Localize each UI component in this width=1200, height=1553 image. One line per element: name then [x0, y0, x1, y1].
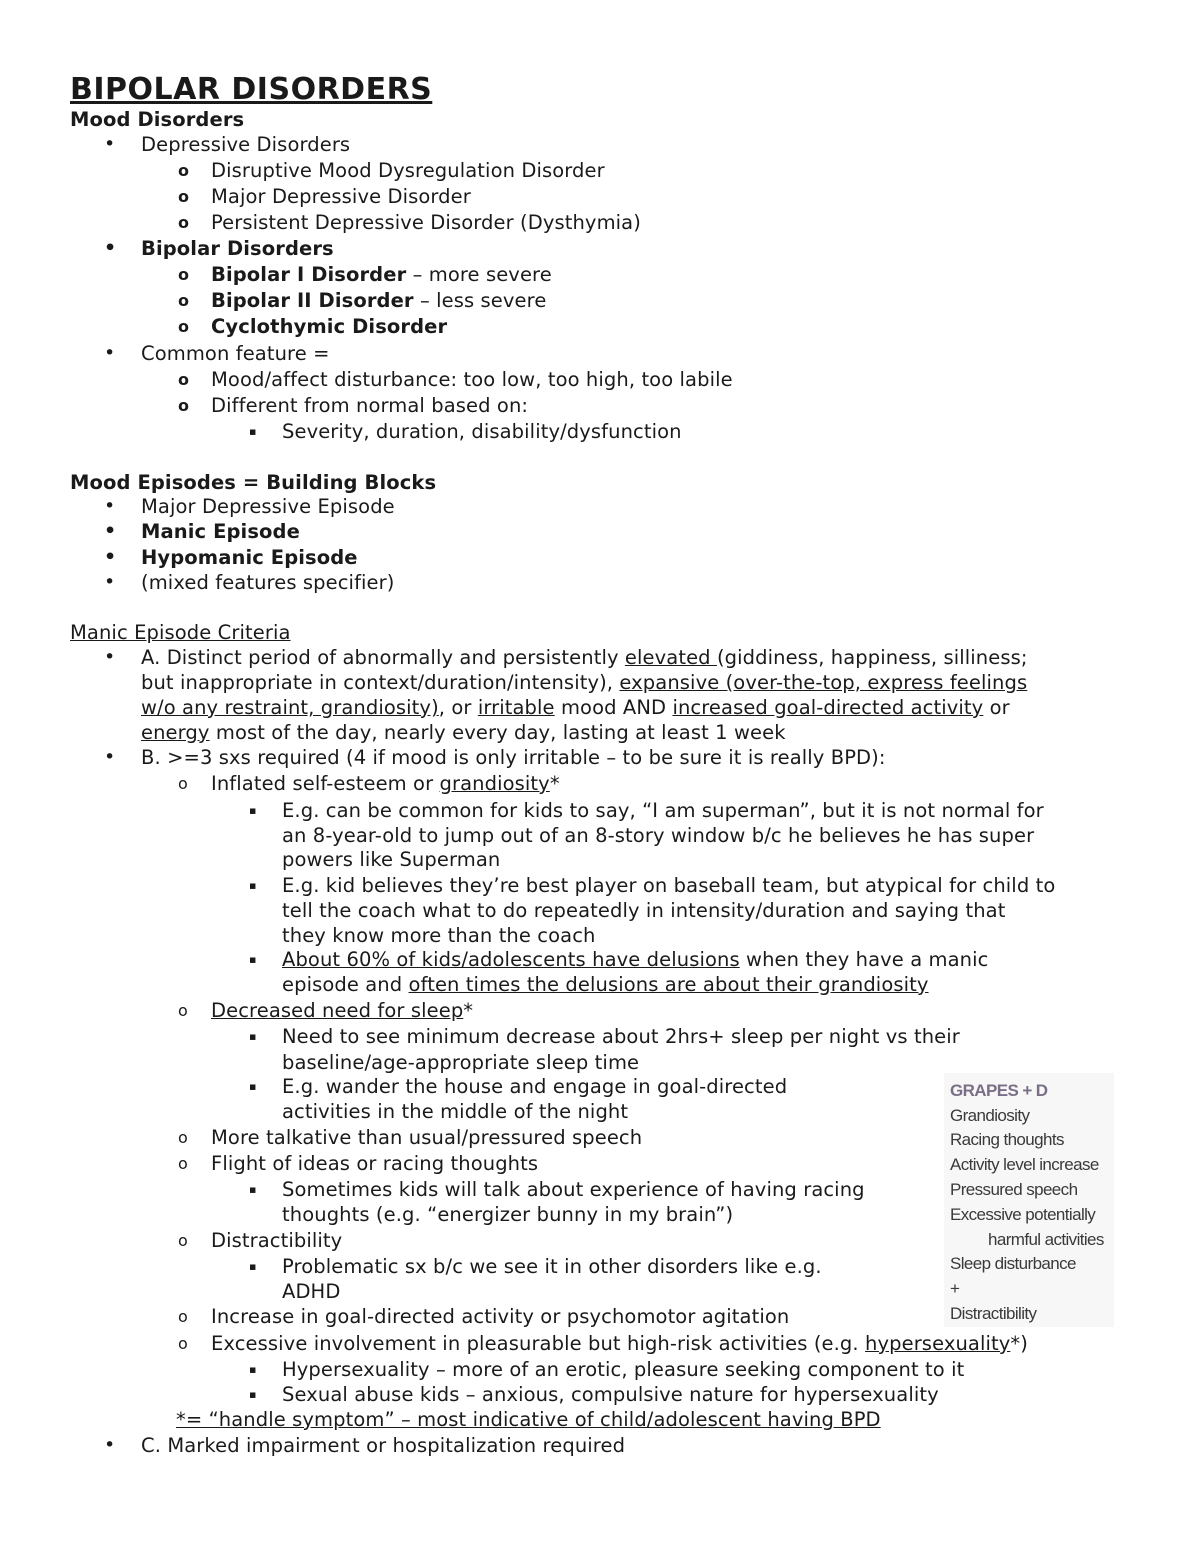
text: or [983, 696, 1010, 719]
text: episode and [282, 973, 409, 996]
criterion-a-line [141, 645, 1028, 670]
grapes-item: Distractibility [950, 1304, 1037, 1323]
circle-marker: o [178, 396, 189, 415]
underlined-text: often times the delusions are about their grandiosity [408, 973, 929, 996]
list-item: Common feature = [141, 342, 330, 365]
text: *) [1010, 1332, 1028, 1355]
circle-marker: o [178, 161, 189, 180]
list-item: Sometimes kids will talk about experience of having racing [282, 1178, 865, 1201]
criterion-a-line [141, 695, 1010, 720]
list-item-continued: baseline/age-appropriate sleep time [282, 1051, 640, 1074]
text: most of the day, nearly every day, lasting at least 1 week [209, 721, 786, 744]
square-marker: ▪ [249, 879, 257, 892]
text: A. Distinct period of abnormally and persistently [141, 646, 625, 669]
criterion-a-line [141, 720, 786, 745]
criterion-b: B. >=3 sxs required (4 if mood is only irritable – to be sure it is really BPD): [141, 746, 886, 769]
grapes-item: Excessive potentially [950, 1205, 1096, 1224]
bullet-marker: • [104, 646, 116, 668]
list-item-continued: activities in the middle of the night [282, 1100, 629, 1123]
underlined-text: hypersexuality [865, 1332, 1011, 1355]
criterion-a-line [141, 670, 1027, 695]
underlined-text: irritable [477, 696, 555, 719]
bullet-marker: • [104, 495, 116, 517]
text: * [463, 999, 474, 1022]
grapes-item: Activity level increase [950, 1155, 1099, 1174]
circle-marker: o [178, 1307, 188, 1326]
underlined-text: expansive (over-the-top, express feelings [619, 671, 1028, 694]
square-marker: ▪ [249, 1363, 257, 1376]
list-item: E.g. can be common for kids to say, “I am superman”, but it is not normal for [282, 799, 1044, 822]
list-item [211, 262, 552, 287]
list-item: Severity, duration, disability/dysfunction [282, 420, 682, 443]
list-item: Different from normal based on: [211, 394, 529, 417]
list-item [282, 947, 989, 972]
square-marker: ▪ [249, 804, 257, 817]
circle-marker: o [178, 1231, 188, 1250]
list-item-continued: thoughts (e.g. “energizer bunny in my brain”) [282, 1203, 734, 1226]
underlined-text: Decreased need for sleep [211, 999, 464, 1022]
list-item-continued: ADHD [282, 1280, 341, 1303]
section-heading-mood-disorders: Mood Disorders [70, 108, 245, 131]
text: when they have a manic [739, 948, 989, 971]
underlined-text: grandiosity [439, 772, 550, 795]
list-item: Persistent Depressive Disorder (Dysthymia) [211, 211, 641, 234]
bullet-marker: • [104, 571, 116, 593]
handle-symptom-note: *= “handle symptom” – most indicative of child/adolescent having BPD [176, 1408, 881, 1431]
list-item: Problematic sx b/c we see it in other disorders like e.g. [282, 1255, 822, 1278]
list-item-continued: they know more than the coach [282, 924, 596, 947]
square-marker: ▪ [249, 1388, 257, 1401]
underlined-text: w/o any restraint, grandiosity) [141, 696, 439, 719]
list-item: Depressive Disorders [141, 133, 351, 156]
term: Bipolar II Disorder [211, 289, 414, 312]
text: Excessive involvement in pleasurable but high-risk activities (e.g. [211, 1332, 866, 1355]
grapes-mnemonic-image [944, 1073, 1114, 1327]
circle-marker: o [178, 1128, 188, 1147]
list-item: Distractibility [211, 1229, 343, 1252]
grapes-item: Racing thoughts [950, 1130, 1064, 1149]
list-item [211, 998, 473, 1023]
list-item: Major Depressive Episode [141, 495, 395, 518]
list-item: Disruptive Mood Dysregulation Disorder [211, 159, 605, 182]
list-item: Hypersexuality – more of an erotic, pleasure seeking component to it [282, 1358, 965, 1381]
list-item: Mood/affect disturbance: too low, too high, too labile [211, 368, 733, 391]
underlined-text: elevated [624, 646, 717, 669]
bullet-marker: • [104, 342, 116, 364]
grapes-item: Grandiosity [950, 1106, 1030, 1125]
list-item: E.g. kid believes they’re best player on baseball team, but atypical for child to [282, 874, 1056, 897]
document-title: BIPOLAR DISORDERS [70, 72, 433, 107]
section-heading-mood-episodes: Mood Episodes = Building Blocks [70, 471, 437, 494]
square-marker: ▪ [249, 1080, 257, 1093]
list-item [211, 771, 560, 796]
list-item: Sexual abuse kids – anxious, compulsive nature for hypersexuality [282, 1383, 939, 1406]
list-item: Cyclothymic Disorder [211, 315, 448, 338]
list-item: Need to see minimum decrease about 2hrs+ sleep per night vs their [282, 1025, 960, 1048]
list-item: More talkative than usual/pressured speech [211, 1126, 643, 1149]
circle-marker: o [178, 213, 189, 232]
text: , or [438, 696, 478, 719]
list-item: Manic Episode [141, 520, 300, 543]
circle-marker: o [178, 317, 189, 336]
circle-marker: o [178, 774, 188, 793]
bullet-marker: • [104, 1434, 116, 1456]
text: (giddiness, happiness, silliness; [716, 646, 1028, 669]
list-item: E.g. wander the house and engage in goal-directed [282, 1075, 788, 1098]
list-item: Flight of ideas or racing thoughts [211, 1152, 539, 1175]
circle-marker: o [178, 187, 189, 206]
square-marker: ▪ [249, 1030, 257, 1043]
list-item: Bipolar Disorders [141, 237, 334, 260]
text: but inappropriate in context/duration/intensity), [141, 671, 620, 694]
text: Inflated self-esteem or [211, 772, 440, 795]
section-heading-manic-criteria: Manic Episode Criteria [70, 621, 291, 644]
list-item-continued: powers like Superman [282, 848, 501, 871]
square-marker: ▪ [249, 1183, 257, 1196]
note: – less severe [413, 289, 547, 312]
list-item [211, 1331, 1028, 1356]
grapes-item: + [950, 1279, 960, 1298]
bullet-marker: • [104, 133, 116, 155]
square-marker: ▪ [249, 953, 257, 966]
underlined-text: energy [141, 721, 210, 744]
square-marker: ▪ [249, 1260, 257, 1273]
grapes-item: Pressured speech [950, 1180, 1078, 1199]
grapes-item: Sleep disturbance [950, 1254, 1076, 1273]
text: * [549, 772, 560, 795]
note: – more severe [406, 263, 552, 286]
square-marker: ▪ [249, 425, 257, 438]
list-item-continued [282, 972, 929, 997]
grapes-item: harmful activities [988, 1230, 1104, 1249]
list-item: Major Depressive Disorder [211, 185, 471, 208]
grapes-heading: GRAPES + D [950, 1081, 1048, 1100]
list-item-continued: an 8-year-old to jump out of an 8-story window b/c he believes he has super [282, 824, 1035, 847]
bullet-marker: • [104, 546, 117, 568]
list-item-continued: tell the coach what to do repeatedly in intensity/duration and saying that [282, 899, 1006, 922]
criterion-c: C. Marked impairment or hospitalization required [141, 1434, 626, 1457]
circle-marker: o [178, 1001, 188, 1020]
circle-marker: o [178, 265, 189, 284]
bullet-marker: • [104, 237, 117, 259]
list-item [211, 288, 546, 313]
list-item: Increase in goal-directed activity or psychomotor agitation [211, 1305, 790, 1328]
bullet-marker: • [104, 520, 117, 542]
list-item: Hypomanic Episode [141, 546, 358, 569]
text: mood AND [554, 696, 673, 719]
circle-marker: o [178, 291, 189, 310]
circle-marker: o [178, 1154, 188, 1173]
term: Bipolar I Disorder [211, 263, 407, 286]
circle-marker: o [178, 1334, 188, 1353]
bullet-marker: • [104, 746, 116, 768]
list-item: (mixed features specifier) [141, 571, 395, 594]
underlined-text: About 60% of kids/adolescents have delusions [282, 948, 740, 971]
underlined-text: increased goal-directed activity [672, 696, 984, 719]
circle-marker: o [178, 370, 189, 389]
